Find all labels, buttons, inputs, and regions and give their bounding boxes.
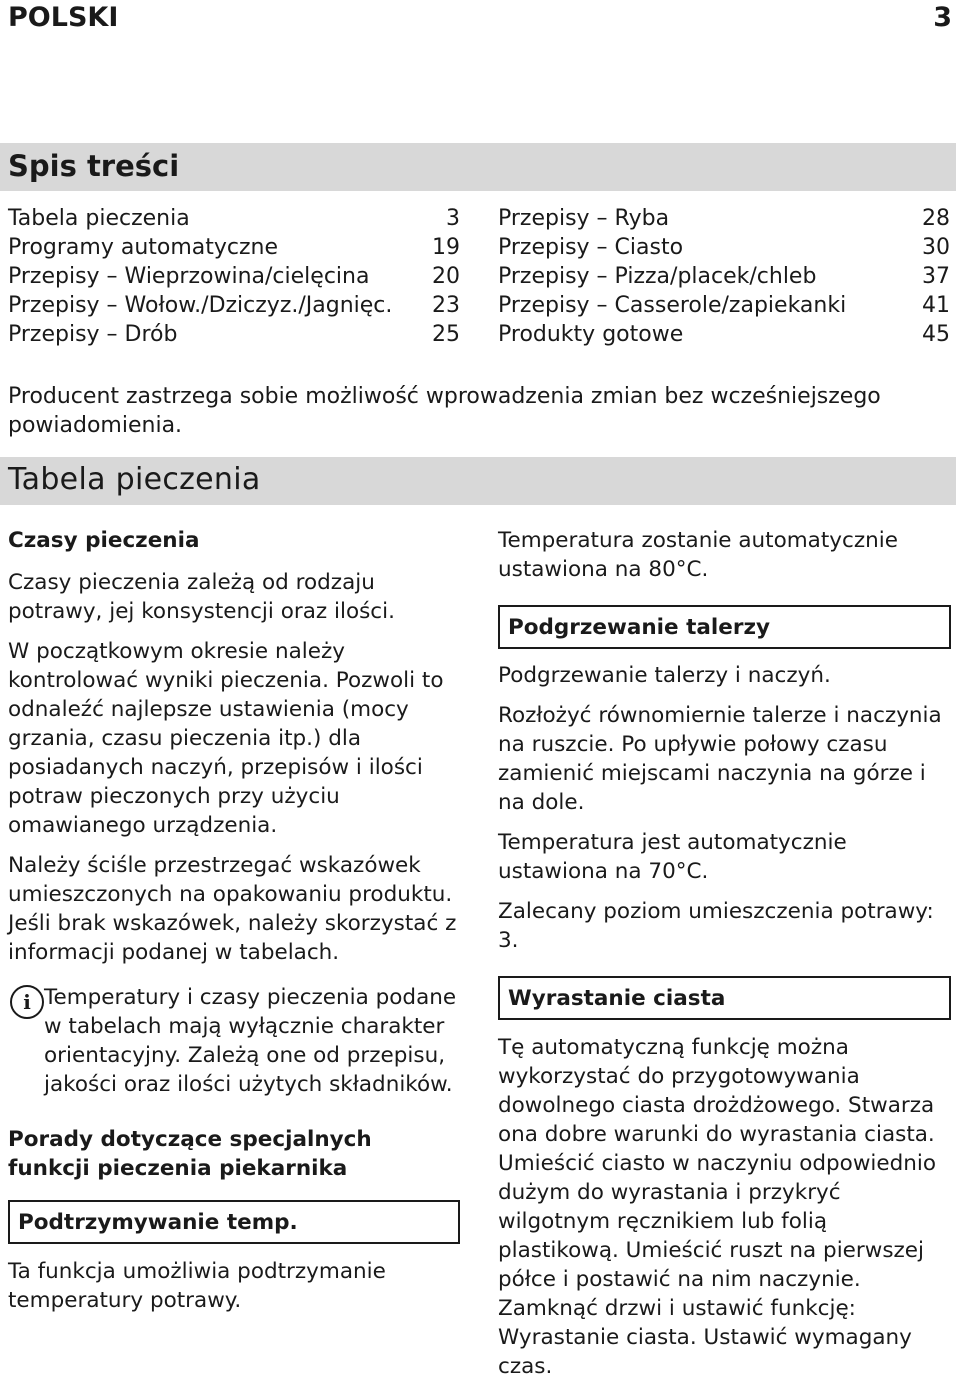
box-heading-dough-proving: Wyrastanie ciasta bbox=[498, 976, 951, 1020]
paragraph: Czasy pieczenia zależą od rodzaju potrawy, jej konsystencji oraz ilości. bbox=[8, 570, 395, 624]
toc-entry-label: Przepisy – Wieprzowina/cielęcina bbox=[8, 264, 370, 289]
toc-entry[interactable] bbox=[498, 291, 950, 320]
paragraph: W początkowym okresie należy kontrolować wyniki pieczenia. Pozwoli to odnaleźć najlepsze ustawienia (mocy grzania, czasu pieczenia itp.) dla posiadanych naczyń, przepisów i ilości potraw pieczonych przy użyciu omawianego urządzenia. bbox=[8, 639, 444, 838]
box-heading-keep-warm: Podtrzymywanie temp. bbox=[8, 1200, 460, 1244]
toc-entry-page: 3 bbox=[446, 206, 460, 231]
paragraph: Ta funkcja umożliwia podtrzymanie temperatury potrawy. bbox=[8, 1259, 386, 1313]
language-label: POLSKI bbox=[8, 1, 119, 33]
toc-title-bar bbox=[0, 143, 956, 191]
page-header bbox=[8, 0, 952, 34]
paragraph: Tę automatyczną funkcję można wykorzystać do przygotowywania dowolnego ciasta drożdżowego. Stwarza ona dobre warunki do wyrastania ciasta. Umieścić ciasto w naczyniu odpowiednio dużym do wyrastania i przykryć wilgotnym ręcznikiem lub folią plastikową. Umieścić ruszt na pierwszej półce i postawić na nim naczynie. Zamknąć drzwi i ustawić funkcję: Wyrastanie ciasta. Ustawić wymagany czas. bbox=[498, 1035, 937, 1379]
toc-entry-label: Przepisy – Drób bbox=[8, 322, 178, 347]
info-icon: i bbox=[10, 985, 44, 1019]
paragraph: Należy ściśle przestrzegać wskazówek umieszczonych na opakowaniu produktu. Jeśli brak wskazówek, należy skorzystać z informacji podanej w tabelach. bbox=[8, 853, 457, 965]
section-title: Tabela pieczenia bbox=[8, 462, 261, 497]
toc-entry-label: Tabela pieczenia bbox=[8, 206, 190, 231]
toc-entry-page: 28 bbox=[922, 206, 950, 231]
toc-entry-label: Przepisy – Casserole/zapiekanki bbox=[498, 293, 847, 318]
toc-entry-label: Programy automatyczne bbox=[8, 235, 279, 260]
toc-entry-page: 23 bbox=[432, 293, 460, 318]
toc-entry-page: 19 bbox=[432, 235, 460, 260]
right-column bbox=[498, 526, 953, 1381]
heading-baking-times: Czasy pieczenia bbox=[8, 528, 200, 553]
toc-entry[interactable] bbox=[8, 262, 460, 291]
toc-entry-page: 30 bbox=[922, 235, 950, 260]
toc-entry[interactable] bbox=[8, 291, 460, 320]
page-number: 3 bbox=[933, 1, 952, 33]
toc-entry[interactable] bbox=[8, 204, 460, 233]
paragraph: Temperatura zostanie automatycznie ustawiona na 80°C. bbox=[498, 528, 898, 582]
toc-entry-page: 41 bbox=[922, 293, 950, 318]
toc-entry-page: 20 bbox=[432, 264, 460, 289]
toc-entry[interactable] bbox=[498, 233, 950, 262]
toc-right-list bbox=[498, 204, 950, 349]
toc-entry-page: 45 bbox=[922, 322, 950, 347]
section-title-bar bbox=[0, 457, 956, 505]
toc-entry-label: Przepisy – Ryba bbox=[498, 206, 670, 231]
toc-entry-label: Produkty gotowe bbox=[498, 322, 684, 347]
toc-entry[interactable] bbox=[8, 320, 460, 349]
toc-entry[interactable] bbox=[498, 320, 950, 349]
info-note bbox=[8, 983, 458, 1099]
toc-left-list bbox=[8, 204, 460, 349]
toc-entry[interactable] bbox=[498, 262, 950, 291]
toc-entry[interactable] bbox=[498, 204, 950, 233]
change-notice: Producent zastrzega sobie możliwość wprowadzenia zmian bez wcześniejszego powiadomienia. bbox=[8, 384, 881, 438]
toc-entry-page: 25 bbox=[432, 322, 460, 347]
toc-title: Spis treści bbox=[8, 149, 180, 183]
info-text: Temperatury i czasy pieczenia podane w tabelach mają wyłącznie charakter orientacyjny. Zależą one od przepisu, jakości oraz ilości użytych składników. bbox=[44, 985, 457, 1097]
paragraph: Rozłożyć równomiernie talerze i naczynia na ruszcie. Po upływie połowy czasu zamienić miejscami naczynia na górze i na dole. bbox=[498, 703, 942, 815]
paragraph: Zalecany poziom umieszczenia potrawy: 3. bbox=[498, 899, 934, 953]
toc-entry-page: 37 bbox=[922, 264, 950, 289]
toc-entry[interactable] bbox=[8, 233, 460, 262]
paragraph: Temperatura jest automatycznie ustawiona na 70°C. bbox=[498, 830, 847, 884]
heading-special-functions: Porady dotyczące specjalnych funkcji pieczenia piekarnika bbox=[8, 1127, 372, 1181]
box-heading-plate-warming: Podgrzewanie talerzy bbox=[498, 605, 951, 649]
toc-entry-label: Przepisy – Wołow./Dziczyz./Jagnięc. bbox=[8, 293, 393, 318]
toc-entry-label: Przepisy – Pizza/placek/chleb bbox=[498, 264, 817, 289]
paragraph: Podgrzewanie talerzy i naczyń. bbox=[498, 663, 831, 688]
left-column bbox=[8, 526, 458, 1315]
toc-entry-label: Przepisy – Ciasto bbox=[498, 235, 684, 260]
